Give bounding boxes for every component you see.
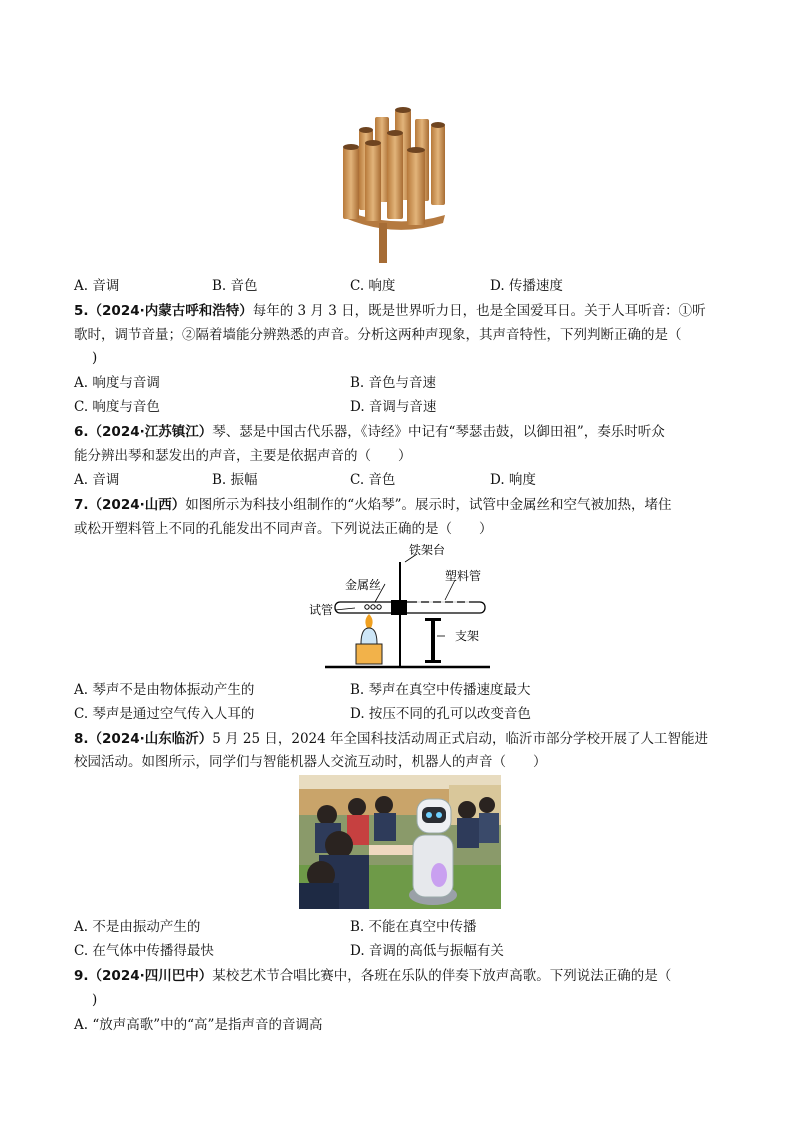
q4-option-d: D. 传播速度 (490, 278, 563, 294)
q7-text: 如图所示为科技小组制作的“火焰琴”。展示时，试管中金属丝和空气被加热，堵住 (185, 497, 672, 513)
q7-source: （2024·山西） (88, 497, 186, 513)
q7-stem-line2: 或松开塑料管上不同的孔能发出不同声音。下列说法正确的是（ ） (74, 521, 493, 537)
q5-stem-line1 (74, 302, 706, 320)
q5-stem-line2: 歌时，调节音量；②隔着墙能分辨熟悉的声音。分析这两种声现象，其声音特性，下列判断正确的是（ (74, 327, 682, 343)
flame-harp-diagram (305, 540, 505, 670)
q5-option-d: D. 音调与音速 (350, 399, 437, 415)
label-pipe: 塑料管 (445, 569, 482, 583)
q6-option-d: D. 响度 (490, 472, 536, 488)
q4-option-b: B. 音色 (212, 278, 258, 294)
q4-option-a: A. 音调 (74, 278, 120, 294)
q5-option-c: C. 响度与音色 (74, 399, 160, 415)
q6-text: 琴、瑟是中国古代乐器，《诗经》中记有“琴瑟击鼓，以御田祖”，奏乐时听众 (212, 424, 665, 440)
label-tube: 试管 (309, 603, 334, 617)
q5-text: 每年的 3 月 3 日，既是世界听力日，也是全国爱耳日。关于人耳听音：①听 (252, 303, 706, 319)
q6-stem-line2: 能分辨出琴和瑟发出的声音，主要是依据声音的（ ） (74, 448, 412, 464)
q4-option-c: C. 响度 (350, 278, 396, 294)
q6-option-a: A. 音调 (74, 472, 120, 488)
q8-number: 8. (74, 731, 89, 747)
label-wire: 金属丝 (345, 578, 382, 592)
q7-option-c: C. 琴声是通过空气传入人耳的 (74, 706, 255, 722)
q8-stem-line1 (74, 730, 708, 748)
q7-stem-line1 (74, 496, 672, 514)
q8-option-c: C. 在气体中传播得最快 (74, 943, 214, 959)
q5-stem-line3: ) (92, 350, 98, 366)
q6-number: 6. (74, 424, 89, 440)
q8-stem-line2: 校园活动。如图所示，同学们与智能机器人交流互动时，机器人的声音（ ） (74, 754, 547, 770)
q8-option-d: D. 音调的高低与振幅有关 (350, 943, 504, 959)
robot-classroom-photo (299, 775, 501, 909)
q9-option-a: A. “放声高歌”中的“高”是指声音的音调高 (74, 1017, 323, 1033)
q9-source: （2024·四川巴中） (88, 968, 213, 984)
q7-option-b: B. 琴声在真空中传播速度最大 (350, 682, 531, 698)
label-support: 支架 (455, 629, 480, 643)
bamboo-pipes-image (335, 105, 455, 265)
label-stand: 铁架台 (409, 543, 446, 557)
q9-stem-line2: ) (92, 992, 98, 1008)
q5-source: （2024·内蒙古呼和浩特） (88, 303, 253, 319)
q7-option-d: D. 按压不同的孔可以改变音色 (350, 706, 531, 722)
q8-option-a: A. 不是由振动产生的 (74, 919, 201, 935)
q8-source: （2024·山东临沂） (88, 731, 213, 747)
q9-stem-line1 (74, 967, 671, 985)
q6-option-b: B. 振幅 (212, 472, 258, 488)
q5-option-b: B. 音色与音速 (350, 375, 437, 391)
q7-option-a: A. 琴声不是由物体振动产生的 (74, 682, 255, 698)
q5-number: 5. (74, 303, 89, 319)
q9-number: 9. (74, 968, 89, 984)
q6-option-c: C. 音色 (350, 472, 396, 488)
q6-source: （2024·江苏镇江） (88, 424, 213, 440)
q8-text: 5 月 25 日，2024 年全国科技活动周正式启动，临沂市部分学校开展了人工智能进 (212, 731, 709, 747)
q8-option-b: B. 不能在真空中传播 (350, 919, 477, 935)
q7-number: 7. (74, 497, 89, 513)
q9-text: 某校艺术节合唱比赛中，各班在乐队的伴奏下放声高歌。下列说法正确的是（ (212, 968, 672, 984)
q6-stem-line1 (74, 423, 665, 441)
q5-option-a: A. 响度与音调 (74, 375, 160, 391)
